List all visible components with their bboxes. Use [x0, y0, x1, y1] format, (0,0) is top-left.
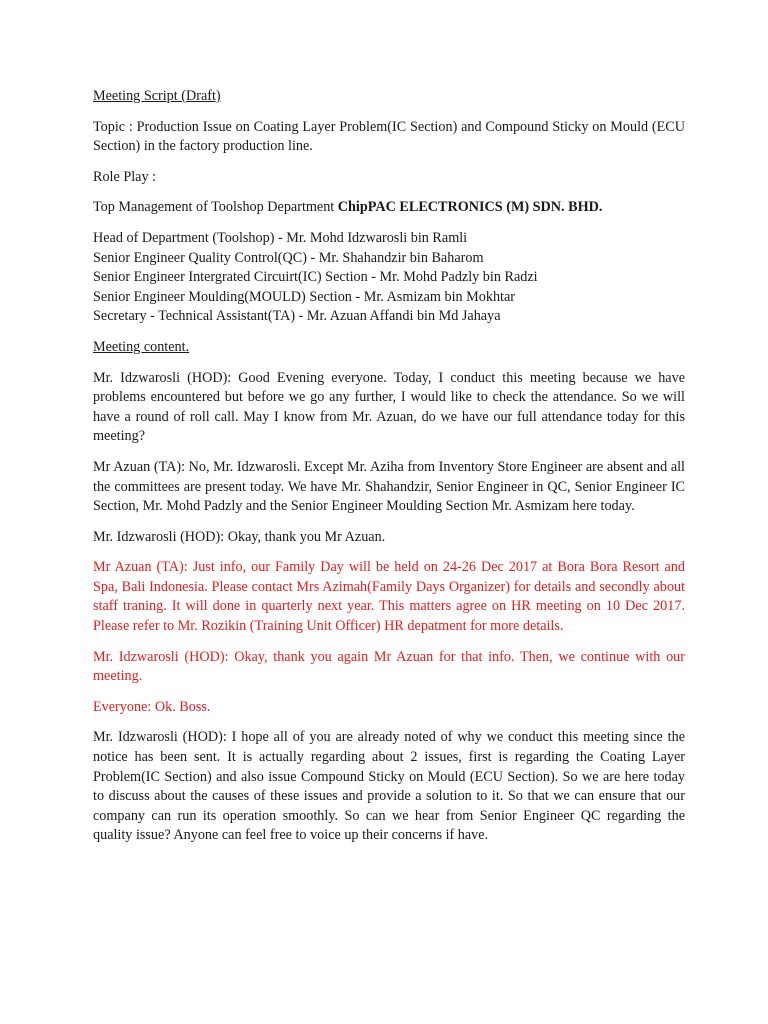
dialogue-paragraph: Mr. Idzwarosli (HOD): Good Evening everyone. Today, I conduct this meeting because we have problems encountered but before we go any further, I would like to check the attendance. So we will have a round of roll call. May I know from Mr. Azuan, do we have our full attendance today for this meeting?: [93, 369, 685, 445]
role-list: [93, 229, 685, 327]
dialogue-paragraph: Mr Azuan (TA): No, Mr. Idzwarosli. Except Mr. Aziha from Inventory Store Engineer are absent and all the committees are present today. We have Mr. Shahandzir, Senior Engineer in QC, Senior Engineer IC Section, Mr. Mohd Padzly and the Senior Engineer Moulding Section Mr. Asmizam here today.: [93, 458, 685, 515]
role-item: Senior Engineer Moulding(MOULD) Section - Mr. Asmizam bin Mokhtar: [93, 288, 516, 305]
top-management-prefix: Top Management of Toolshop Department: [93, 199, 338, 216]
document-page: [93, 87, 685, 846]
dialogue-paragraph-highlight: Mr. Idzwarosli (HOD): Okay, thank you again Mr Azuan for that info. Then, we continue with our meeting.: [93, 648, 685, 685]
top-management-line: [93, 198, 685, 218]
meeting-content-heading: Meeting content.: [93, 338, 190, 355]
topic-paragraph: Topic : Production Issue on Coating Layer Problem(IC Section) and Compound Sticky on Mould (ECU Section) in the factory production line.: [93, 118, 685, 155]
role-item: Senior Engineer Intergrated Circuirt(IC) Section - Mr. Mohd Padzly bin Radzi: [93, 269, 538, 286]
role-item: Head of Department (Toolshop) - Mr. Mohd Idzwarosli bin Ramli: [93, 229, 468, 246]
dialogue-paragraph: Mr. Idzwarosli (HOD): Okay, thank you Mr Azuan.: [93, 528, 386, 545]
document-title: Meeting Script (Draft): [93, 88, 221, 104]
role-item: Secretary - Technical Assistant(TA) - Mr. Azuan Affandi bin Md Jahaya: [93, 308, 501, 325]
dialogue-paragraph-highlight: Mr Azuan (TA): Just info, our Family Day will be held on 24-26 Dec 2017 at Bora Bora Resort and Spa, Bali Indonesia. Please contact Mrs Azimah(Family Days Organizer) for details and secondly about staff traning. It will done in quarterly next year. This matters agree on HR meeting on 10 Dec 2017. Please refer to Mr. Rozikin (Training Unit Officer) HR depatment for more details.: [93, 559, 685, 635]
dialogue-paragraph-highlight: Everyone: Ok. Boss.: [93, 698, 211, 715]
role-play-label: Role Play :: [93, 168, 157, 185]
company-name: ChipPAC ELECTRONICS (M) SDN. BHD.: [337, 199, 603, 216]
dialogue-paragraph: Mr. Idzwarosli (HOD): I hope all of you are already noted of why we conduct this meeting since the notice has been sent. It is actually regarding about 2 issues, first is regarding the Coating Layer Problem(IC Section) and also issue Compound Sticky on Mould (ECU Section). So we are here today to discuss about the causes of these issues and provide a solution to it. So that we can ensure that our company can run its operation smoothly. So can we hear from Senior Engineer QC regarding the quality issue? Anyone can feel free to voice up their concerns if have.: [93, 729, 685, 844]
role-item: Senior Engineer Quality Control(QC) - Mr. Shahandzir bin Baharom: [93, 249, 484, 266]
